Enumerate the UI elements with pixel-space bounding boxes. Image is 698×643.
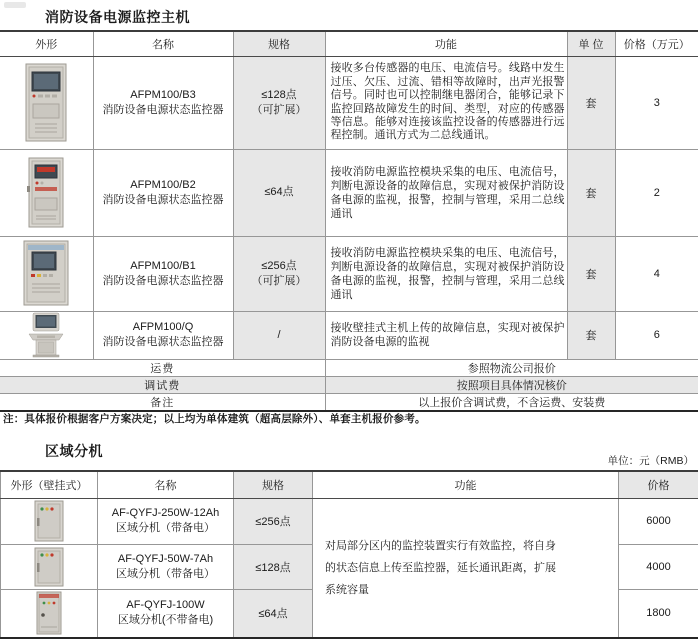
product-spec-cell: ≤256点 — [234, 498, 313, 544]
remarks-label: 备注 — [0, 393, 325, 411]
device-photo-qyfj-250w — [1, 500, 97, 542]
function-description: 接收消防电源监控模块采集的电压、电流信号，判断电源设备的故障信息，实现对被保护消防设备电源的监视，报警，控制与管理，采用二总线通讯 — [330, 165, 565, 220]
freight-row — [0, 359, 698, 376]
product-function-cell — [325, 311, 567, 359]
product-type: 消防设备电源状态监控器 — [102, 274, 224, 287]
product-model: AF-QYFJ-100W — [126, 599, 205, 612]
spec-points: ≤256点 — [261, 259, 297, 272]
merged-function-cell — [313, 498, 619, 638]
commissioning-fee-row — [0, 376, 698, 393]
device-photo-qyfj-50w — [1, 547, 97, 587]
product-unit-cell: 套 — [567, 56, 615, 149]
product-unit-cell: 套 — [567, 236, 615, 311]
product-image-cell — [1, 589, 98, 638]
product-name-cell — [93, 56, 233, 149]
commissioning-fee-label: 调试费 — [0, 376, 325, 393]
product-model: AFPM100/B2 — [130, 178, 196, 191]
product-model: AFPM100/Q — [132, 321, 194, 333]
product-image-cell — [0, 236, 93, 311]
spec-expandable: （可扩展） — [251, 103, 307, 116]
function-description: 对局部分区内的监控装置实行有效监控，将自身的状态信息上传至监控器，延长通讯距离，扩展系统容量 — [325, 539, 556, 596]
column-header-name: 名称 — [98, 471, 234, 498]
remarks-row — [0, 393, 698, 411]
product-name-cell — [98, 544, 234, 589]
scan-artifact — [4, 2, 26, 8]
table-row — [0, 56, 698, 149]
product-unit-cell: 套 — [567, 149, 615, 236]
table-header-row — [1, 471, 698, 498]
product-image-cell — [1, 544, 98, 589]
product-price-cell: 6000 — [619, 498, 698, 544]
remarks-value: 以上报价含调试费，不含运费、安装费 — [325, 393, 698, 411]
product-function-cell — [325, 149, 567, 236]
column-header-function: 功能 — [325, 31, 567, 56]
product-image-cell — [1, 498, 98, 544]
pricing-note: 注：具体报价根据客户方案决定；以上均为单体建筑（超高层除外）、单套主机报价参考。 — [3, 413, 426, 425]
section-title-main-host: 消防设备电源监控主机 — [45, 9, 190, 25]
device-photo-afpm100-b3 — [0, 62, 93, 144]
device-photo-qyfj-100w — [1, 591, 97, 635]
product-name-cell — [93, 149, 233, 236]
product-image-cell — [0, 56, 93, 149]
product-price-cell: 1800 — [619, 589, 698, 638]
spec-points: / — [277, 328, 281, 341]
product-type: 消防设备电源状态监控器 — [102, 103, 224, 116]
spec-expandable: （可扩展） — [251, 274, 307, 287]
column-header-spec: 规格 — [234, 471, 313, 498]
product-model: AFPM100/B1 — [130, 259, 196, 272]
product-spec-cell — [233, 56, 325, 149]
product-model: AF-QYFJ-50W-7Ah — [117, 552, 214, 565]
section-title-regional-extension: 区域分机 — [45, 443, 103, 459]
function-description: 接收多台传感器的电压、电流信号。线路中发生过压、欠压、过流、错相等故障时，出声光报警信号。同时也可以控制继电器闭合，能够记录下监控回路故障发生的时间、类型，对应的传感器等信息。能够对连接该监控设备的传感器进行远程控制。通讯方式为二总线通讯。 — [330, 62, 565, 142]
product-price-cell: 6 — [615, 311, 698, 359]
spec-points: ≤64点 — [264, 186, 294, 198]
freight-label: 运费 — [0, 359, 325, 376]
function-description: 接收消防电源监控模块采集的电压、电流信号，判断电源设备的故障信息，实现对被保护消防设备电源的监视，报警，控制与管理，采用二总线通讯 — [330, 246, 565, 301]
product-price-cell: 4 — [615, 236, 698, 311]
product-type: 区域分机（带备电） — [116, 522, 215, 534]
product-spec-cell: ≤128点 — [234, 544, 313, 589]
table-row — [1, 498, 698, 544]
product-type: 消防设备电源状态监控器 — [102, 336, 224, 348]
regional-extension-table — [0, 470, 698, 639]
product-spec-cell — [233, 311, 325, 359]
product-type: 区域分机（带备电） — [116, 567, 215, 580]
product-name-cell — [93, 311, 233, 359]
main-host-table — [0, 30, 698, 412]
product-name-cell — [98, 498, 234, 544]
column-header-appearance-wallmount: 外形（壁挂式） — [1, 471, 98, 498]
table-header-row — [0, 31, 698, 56]
product-image-cell — [0, 311, 93, 359]
freight-value: 参照物流公司报价 — [325, 359, 698, 376]
table-row — [0, 236, 698, 311]
product-spec-cell — [233, 236, 325, 311]
currency-unit-label: 单位：元（RMB） — [607, 455, 694, 467]
product-model: AF-QYFJ-250W-12Ah — [111, 507, 220, 519]
product-price-cell: 2 — [615, 149, 698, 236]
column-header-appearance: 外形 — [0, 31, 93, 56]
column-header-spec: 规格 — [233, 31, 325, 56]
product-function-cell — [325, 236, 567, 311]
commissioning-fee-value: 按照项目具体情况核价 — [325, 376, 698, 393]
product-spec-cell: ≤64点 — [234, 589, 313, 638]
table-row — [0, 149, 698, 236]
product-model: AFPM100/B3 — [130, 88, 196, 101]
product-unit-cell: 套 — [567, 311, 615, 359]
product-name-cell — [98, 589, 234, 638]
product-image-cell — [0, 149, 93, 236]
product-type: 消防设备电源状态监控器 — [102, 193, 224, 206]
product-spec-cell — [233, 149, 325, 236]
spec-points: ≤128点 — [261, 88, 297, 101]
product-name-cell — [93, 236, 233, 311]
device-photo-afpm100-b1 — [0, 239, 93, 309]
product-price-cell: 3 — [615, 56, 698, 149]
column-header-price: 价格（万元） — [615, 31, 698, 56]
function-description: 接收壁挂式主机上传的故障信息，实现对被保护消防设备电源的监视 — [330, 322, 565, 348]
product-function-cell — [325, 56, 567, 149]
product-price-cell: 4000 — [619, 544, 698, 589]
column-header-name: 名称 — [93, 31, 233, 56]
column-header-function: 功能 — [313, 471, 619, 498]
device-photo-afpm100-q-cabinet — [0, 312, 93, 358]
table-row — [0, 311, 698, 359]
device-photo-afpm100-b2 — [0, 156, 93, 230]
column-header-price: 价格 — [619, 471, 698, 498]
column-header-unit: 单 位 — [567, 31, 615, 56]
product-type: 区域分机(不带备电) — [117, 614, 214, 627]
